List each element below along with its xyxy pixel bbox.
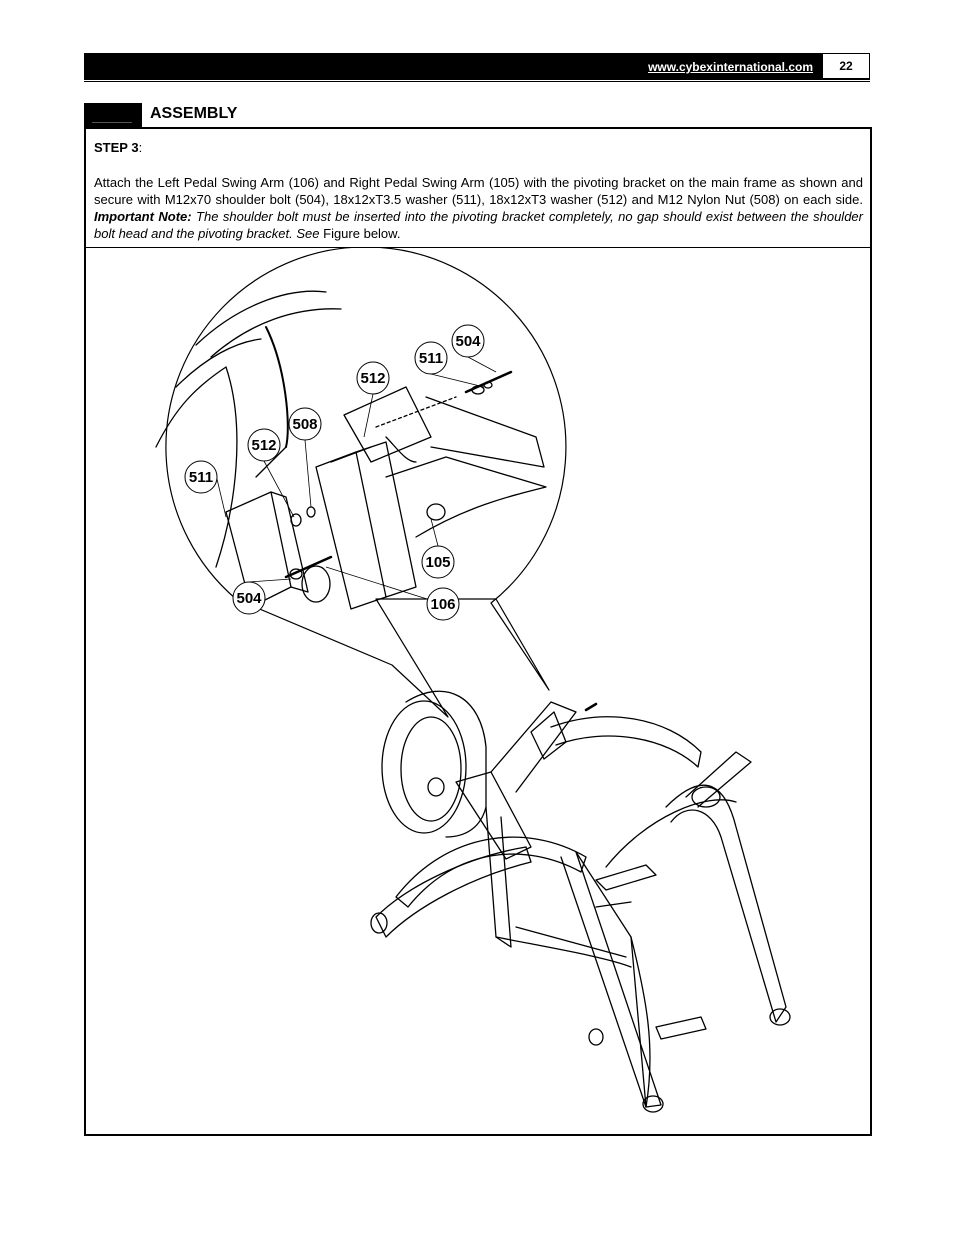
section-tab-rule xyxy=(92,122,132,123)
callout-512-left xyxy=(248,429,280,461)
callout-504-left xyxy=(233,582,265,614)
step-instructions: Attach the Left Pedal Swing Arm (106) and Right Pedal Swing Arm (105) with the pivoting bracket on the main frame as shown and secure with M12x70 shoulder bolt (504), 18x12xT3.5 washer (511), 18x12xT3 washer (512) and M12 Nylon Nut (508) on each side. Important Note: The shoulder bolt must be inserted into the pivoting bracket completely, no gap should exist between the shoulder bolt head and the pivoting bracket. See Figure below. xyxy=(94,175,863,241)
page-number: 22 xyxy=(839,59,853,73)
header-bar xyxy=(84,53,870,80)
detail-magnifier-outline xyxy=(166,247,566,717)
svg-text:511: 511 xyxy=(188,469,214,486)
important-note-label: Important Note: xyxy=(94,209,192,224)
header-rule xyxy=(84,81,870,82)
website-link[interactable]: www.cybexinternational.com xyxy=(648,60,813,74)
section-tab xyxy=(84,103,142,127)
step-label: STEP 3: xyxy=(94,140,143,155)
callout-504-top xyxy=(452,325,484,357)
svg-text:504: 504 xyxy=(455,333,481,350)
callout-106 xyxy=(427,588,459,620)
svg-text:106: 106 xyxy=(430,596,456,613)
svg-text:105: 105 xyxy=(425,554,451,571)
svg-text:512: 512 xyxy=(360,370,386,387)
section-title: ASSEMBLY xyxy=(150,105,238,122)
important-note-text: The shoulder bolt must be inserted into the pivoting bracket completely, no gap should exist between the shoulder bolt head and the pivoting bracket. See xyxy=(94,209,863,241)
callout-512-top xyxy=(357,362,389,394)
page-number-box xyxy=(822,54,869,78)
callout-511-left xyxy=(185,461,217,493)
svg-text:508: 508 xyxy=(292,416,318,433)
part-callouts xyxy=(185,325,484,620)
assembly-figure xyxy=(86,247,868,1131)
svg-text:511: 511 xyxy=(418,350,444,367)
callout-511-top xyxy=(415,342,447,374)
svg-text:512: 512 xyxy=(251,437,277,454)
svg-text:504: 504 xyxy=(236,590,262,607)
callout-508 xyxy=(289,408,321,440)
callout-105 xyxy=(422,546,454,578)
instruction-box xyxy=(86,129,870,248)
